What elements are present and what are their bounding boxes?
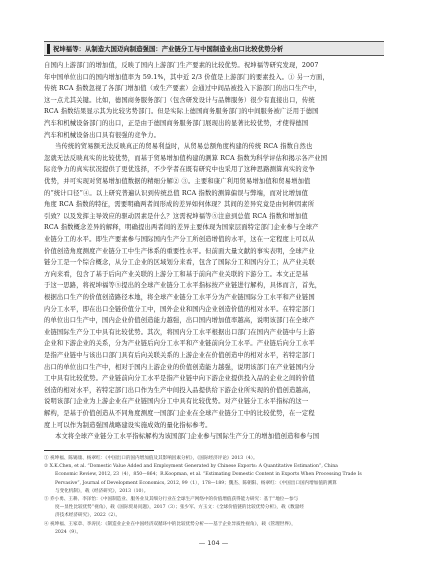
footnote-line: ② X.K.Chen, et al. “Domestic Value Added and Employment Generated by Chinese Exports: A Quantitative Estimation”, China (44, 464, 338, 470)
footnote-line: 2024（9）。 (55, 529, 82, 535)
header-marker (47, 44, 50, 54)
text-line: 忽就无法反映真实的比较优势，而基于贸易增加值构建的测算 RCA 指数为科学评估和揭示各产业国 (44, 154, 328, 162)
text-line: RCA 指数结果显示其为比较劣势部门。但是实际上德国商务服务部门的中间服务被广泛用于德国 (44, 108, 319, 116)
text-line: 当传统的贸易额无法反映真正的贸易利益时，从贸易总额角度构建的传统 RCA 指数自然也 (55, 143, 313, 151)
text-line: 际竞争力的真实状况提供了更优选择，不少学者在既有研究中也采用了这种思路测算真实的竞争 (44, 166, 315, 174)
text-line: 业链分工的水平。即生产要素参与国际国内生产分工所创造增值的水平，这在一定程度上可以从 (44, 236, 315, 243)
footnote-line: ③ 乔小勇、王耕、李泽怡：《中国制造业、服务业及其细分行业在全球生产网络中的价值增值获得能力研究：基于“地位—参与 (44, 497, 299, 502)
text-line: 引致？以及发挥主导效应的驱动因素是什么？这需祝坤福等⑤注意到总值 RCA 指数和增加值 (44, 212, 308, 220)
text-line: RCA 指数概念差异的解释，明确提出两者间的差异主要体现为国家层面特定部门企业参与全球产 (44, 224, 319, 232)
text-line: 内分工水平，即在出口全链价值分工中，国外企业和国内企业创造价值的相对水平。在特定部门 (44, 305, 315, 313)
footnote-line: ① 祝坤福、陈锡康、杨翠红：《中国出口的国内增加值及其影响因素分析》，《国际经济评论》2013（4）。 (44, 456, 258, 461)
footnote-line: Economic Review, 2012, 23（4），850—864；R.Koopman, et al. “Estimating Domestic Content in Exports When Processing Trade Is (55, 472, 362, 478)
text-line: 汽车和机械设备出口具有很强的竞争力。 (44, 131, 161, 139)
text-line: 企业和下游企业的关系，分为产业链后向分工水平和产业链前向分工水平。产业链后向分工水平 (44, 340, 315, 348)
text-line: 自国内上游部门的增加值，反映了国内上游部门生产要素的比较优势。祝坤福等研究发现，2007 (44, 62, 319, 69)
text-line: 这一点尤其关键。比如，德国商务服务部门（包含研发设计与品牌服务）很少有直接出口，传统 (44, 96, 315, 104)
footnote-line: 度—显性比较优势”视角》，载《国际贸易问题》，2017（3）；张少军、方玉文：《全球价值链的比较优势分析》，载《数量经 (55, 505, 304, 511)
footnote-line: Pervasive”, Journal of Development Economics, 2012, 99（1），178—189；魏杰、陈朝阳、杨翠红：《中国出口国内增加值的测算 (55, 480, 337, 486)
text-line: 业链国际生产分工中具有比较优势。其次，将国内分工水平根据出口部门在国内产业链中与上游 (44, 328, 315, 336)
text-line: 汽车和机械设备部门的出口，正是由于德国商务服务部门展现出的显著比较优势，才使得德国 (44, 120, 309, 127)
text-line: 方向来看，包含了基于后向产业关联的上游分工和基于前向产业关联的下游分工。本文正是基 (44, 270, 309, 278)
running-header (44, 41, 384, 56)
text-line: 解构，是基于价值创造从不同角度测度一国部门企业在全球产业链分工中的比较优势，在一定程 (44, 410, 315, 417)
footnote-line: 济技术经济研究》，2022（2）。 (55, 513, 121, 519)
text-line: 度上可以作为制造强国战略建设实施成效的量化指标参考。 (44, 421, 212, 429)
text-line: 的“统计口径”④。以上研究普遍认识到传统总值 RCA 指数的测算偏误与弊端，而对比增加值 (44, 189, 309, 197)
text-line: 优势，并可实现对贸易增加值数据的精细分解② ③。主要和康广利用贸易增加值和贸易增加值 (44, 178, 311, 185)
text-line: 链分工是一个综合概念，从分工企业的区域划分来看，包含了国际分工和国内分工；从产业关联 (44, 259, 315, 267)
footnote-line: ④ 祝坤福、王家章、李涛民：《制造业企业在中国经济双循环中的比较优势分析——基于企业异质性视角》，载《管理世界》， (44, 521, 296, 527)
text-line: 根据出口生产的价值创造路径本地，将全球产业链分工水平分为产业链国际分工水平和产业链国 (44, 294, 315, 301)
text-line: 工中具有比较优势。产业链前向分工水平是指产业链中向下游企业提供投入品的企业之间的价值 (44, 375, 315, 383)
text-line: 传统 RCA 指数忽视了各部门增加值（或生产要素）会通过中间品被投入下游部门的出口生产中， (44, 85, 321, 93)
footnote-divider (44, 450, 154, 451)
text-line: 于这一思路，将祝坤福等⑤提出的全球产业链分工水平指标按产业链进行解构，具体而言，首先， (44, 282, 322, 290)
text-line: 创造的相对水平，若特定部门出口作为生产中间投入品提供给下游企业所实现的价值创造越高， (44, 386, 315, 394)
text-line: 角度 RCA 指数的特征，需要明确两者间形成的差异如何体现？其间的差异究竟是由何种因素所 (44, 201, 315, 209)
text-line: 出口的单位出口生产中，相对于国内上游企业的价值创造能力越强，说明该部门在产业链国内分 (44, 363, 315, 371)
footnote-line: 与变化机制》，载《经济研究》，2013（10）。 (55, 488, 149, 494)
text-line: 说明该部门企业为上游企业在产业链国内分工中具有比较优势。对产业链分工水平指标的这一 (44, 398, 309, 406)
text-line: 本文将全球产业链分工水平指标解构为该国部门企业参与国际生产分工的增加值创造和参与国 (55, 433, 320, 441)
running-header-title: 祝坤福等：从制造大国迈向制造强国：产业链分工与中国制造业出口比较优势分析 (53, 46, 284, 53)
text-line: 年中国单位出口的国内增加值率为 59.1%，其中近 2/3 价值是上游部门的要素投入。① 另一方面， (44, 73, 329, 81)
page-number: — 104 — (198, 539, 229, 547)
text-line: 的单位出口生产中，国内企业价值创造能力越强，出口国内增加值率越高，说明该部门在全球产 (44, 317, 315, 325)
text-line: 价值创造角度测度产业链分工中生产体系的重要性水平。但前面大量文献的事实表明，全球产业 (44, 247, 315, 255)
text-line: 是指产业链中与该出口部门具有后向关联关系的上游企业在价值创造中的相对水平，若特定部门 (44, 352, 315, 359)
